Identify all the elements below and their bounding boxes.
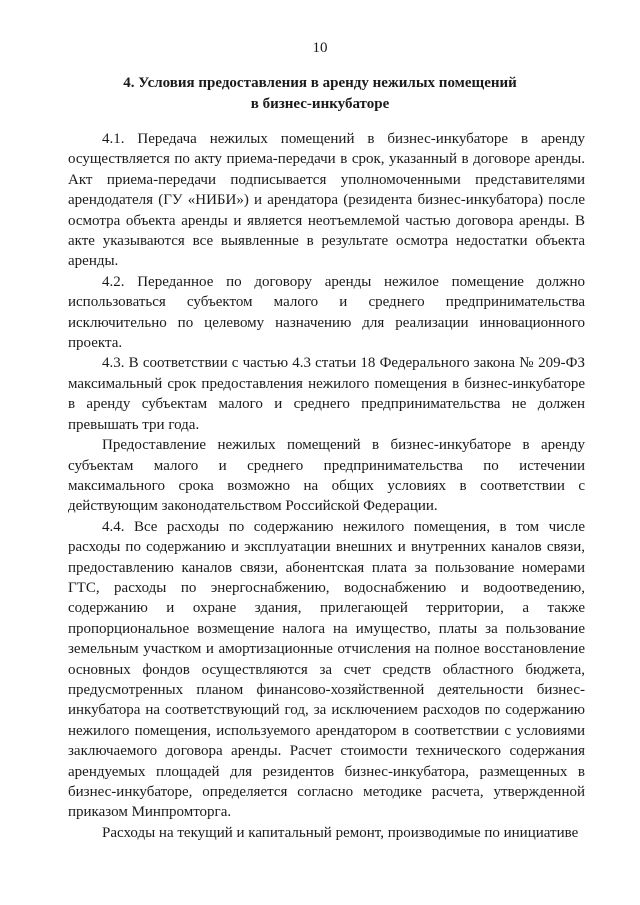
paragraph-4-4: 4.4. Все расходы по содержанию нежилого помещения, в том числе расходы по содержанию и эксплуатации внешних и внутренних каналов связи, предоставлению каналов связи, абонентская плата за пользование номерами ГТС, расходы по энергоснабжению, водоснабжению и водоотведению, содержанию и охране здания, прилегающей территории, а также пропорциональное возмещение налога на имущество, платы за пользование земельным участком и амортизационные отчисления на полное восстановление основных фондов осуществляются за счет средств областного бюджета, предусмотренных планом финансово-хозяйственной деятельности бизнес-инкубатора на соответствующий год, за исключением расходов по содержанию нежилого помещения, используемого арендатором в соответствии с условиями заключаемого договора аренды. Расчет стоимости технического содержания арендуемых площадей для резидентов бизнес-инкубатора, размещенных в бизнес-инкубаторе, определяется согласно методике расчета, утвержденной приказом Минпромторга. <box>68 518 585 821</box>
section-heading-line-2: в бизнес-инкубаторе <box>250 96 390 112</box>
paragraph-4-3: 4.3. В соответствии с частью 4.3 статьи 18 Федерального закона № 209-ФЗ максимальный срок предоставления нежилого помещения в бизнес-инкубаторе в аренду субъектам малого и среднего предпринимательства не должен превышать три года. <box>68 355 585 433</box>
page-number: 10 <box>312 40 328 56</box>
paragraph-4-3-continued: Предоставление нежилых помещений в бизнес-инкубаторе в аренду субъектам малого и среднего предпринимательства по истечении максимального срока возможно на общих условиях в соответствии с действующим законодательством Российской Федерации. <box>68 437 585 515</box>
section-heading <box>60 73 580 115</box>
section-heading-line-1: 4. Условия предоставления в аренду нежилых помещений <box>123 75 517 91</box>
paragraph-4-1: 4.1. Передача нежилых помещений в бизнес-инкубаторе в аренду осуществляется по акту приема-передачи в срок, указанный в договоре аренды. Акт приема-передачи подписывается уполномоченными представителями арендодателя (ГУ «НИБИ») и арендатора (резидента бизнес-инкубатора) после осмотра объекта аренды и является неотъемлемой частью договора аренды. В акте указываются все выявленные в результате осмотра недостатки объекта аренды. <box>68 131 585 270</box>
body-text <box>68 129 585 843</box>
paragraph-4-2: 4.2. Переданное по договору аренды нежилое помещение должно использоваться субъектом малого и среднего предпринимательства исключительно по целевому назначению для реализации инновационного проекта. <box>68 273 585 352</box>
paragraph-repairs: Расходы на текущий и капитальный ремонт, производимые по инициативе <box>102 824 579 841</box>
